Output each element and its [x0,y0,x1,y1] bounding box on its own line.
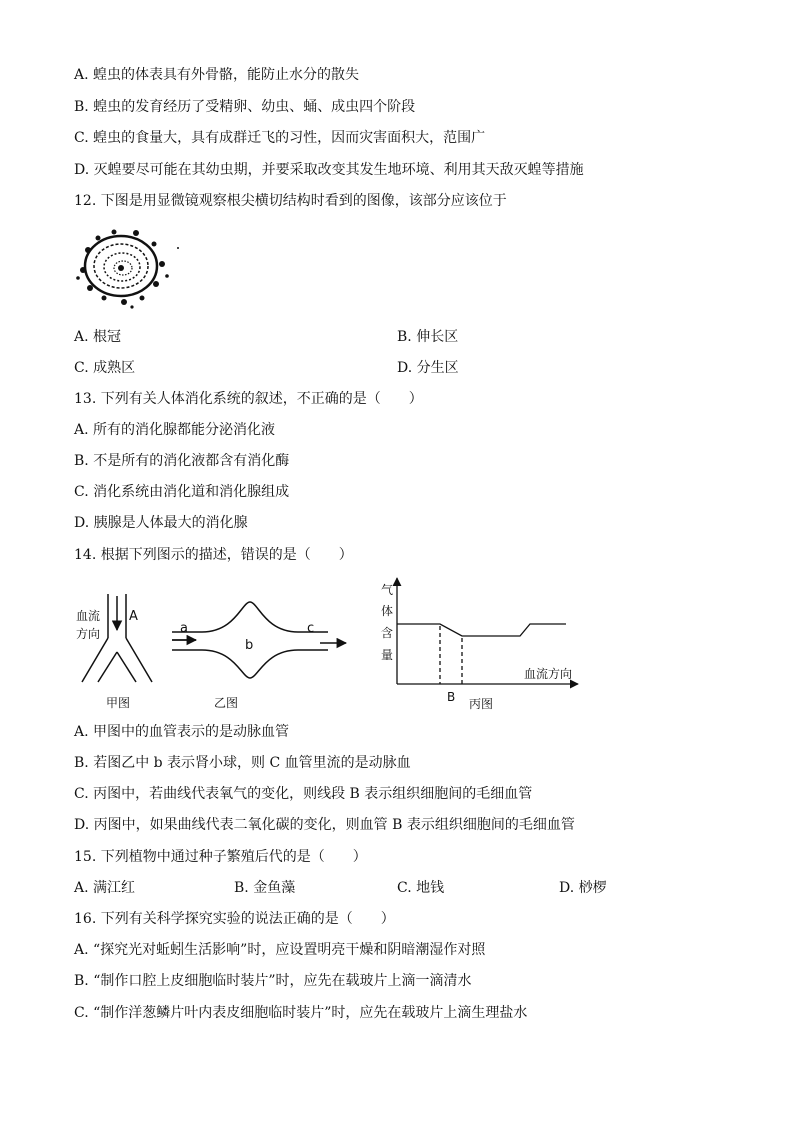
bing-caption: 丙图 [469,697,494,711]
q16-option-a: A. “探究光对蚯蚓生活影响”时，应设置明亮干燥和阴暗潮湿作对照 [74,942,486,958]
q13-option-b: B. 不是所有的消化液都含有消化酶 [74,453,290,469]
figure-yi [172,602,346,678]
jia-flow-label-2: 方向 [76,627,101,641]
q14-option-d: D. 丙图中，如果曲线代表二氧化碳的变化，则血管 B 表示组织细胞间的毛细血管 [74,817,575,833]
q16-stem: 16. 下列有关科学探究实验的说法正确的是（ ） [74,911,395,927]
q14-option-c: C. 丙图中，若曲线代表氧气的变化，则线段 B 表示组织细胞间的毛细血管 [74,786,533,802]
q13-option-a: A. 所有的消化腺都能分泌消化液 [74,422,276,438]
q15-option-c: C. 地钱 [397,880,445,896]
q13-option-d: D. 胰腺是人体最大的消化腺 [74,515,248,531]
yi-label-b: b [245,638,254,653]
q12-option-d: D. 分生区 [397,360,459,376]
q14-stem: 14. 根据下列图示的描述，错误的是（ ） [74,547,353,563]
q13-stem: 13. 下列有关人体消化系统的叙述，不正确的是（ ） [74,391,423,407]
q11-option-b: B. 蝗虫的发育经历了受精卵、幼虫、蛹、成虫四个阶段 [74,99,416,115]
q15-option-b: B. 金鱼藻 [234,880,296,896]
q11-option-a: A. 蝗虫的体表具有外骨骼，能防止水分的散失 [74,67,360,83]
root-cross-section-image [74,226,184,310]
jia-label-a: A [129,609,138,624]
bing-label-b: B [447,690,456,704]
q11-option-c: C. 蝗虫的食量大，具有成群迁飞的习性，因而灾害面积大，范围广 [74,130,486,146]
q15-option-a: A. 满江红 [74,880,136,896]
q16-option-b: B. “制作口腔上皮细胞临时装片”时，应先在载玻片上滴一滴清水 [74,973,472,989]
bing-ylabel-4: 量 [381,648,394,662]
bing-curve [397,624,566,636]
q12-option-b: B. 伸长区 [397,329,459,345]
q15-stem: 15. 下列植物中通过种子繁殖后代的是（ ） [74,849,367,865]
bing-ylabel-3: 含 [381,626,394,640]
yi-label-a: a [180,621,188,636]
q12-option-a: A. 根冠 [74,329,122,345]
q15-option-d: D. 桫椤 [559,880,607,896]
q14-option-a: A. 甲图中的血管表示的是动脉血管 [74,724,290,740]
q12-option-c: C. 成熟区 [74,360,136,376]
jia-caption: 甲图 [106,696,131,710]
q14-figure [0,570,794,718]
bing-xlabel: 血流方向 [524,667,573,681]
jia-flow-label-1: 血流 [76,609,101,623]
yi-caption: 乙图 [214,696,239,710]
bing-ylabel-1: 气 [381,583,394,597]
yi-label-c: c [307,621,315,636]
q11-option-d: D. 灭蝗要尽可能在其幼虫期，并要采取改变其发生地环境、利用其天敌灭蝗等措施 [74,162,584,178]
q12-stem: 12. 下图是用显微镜观察根尖横切结构时看到的图像，该部分应该位于 [74,193,507,209]
q13-option-c: C. 消化系统由消化道和消化腺组成 [74,484,290,500]
q14-option-b: B. 若图乙中 b 表示肾小球，则 C 血管里流的是动脉血 [74,755,411,771]
q16-option-c: C. “制作洋葱鳞片叶内表皮细胞临时装片”时，应先在载玻片上滴生理盐水 [74,1005,528,1021]
bing-ylabel-2: 体 [381,604,394,618]
